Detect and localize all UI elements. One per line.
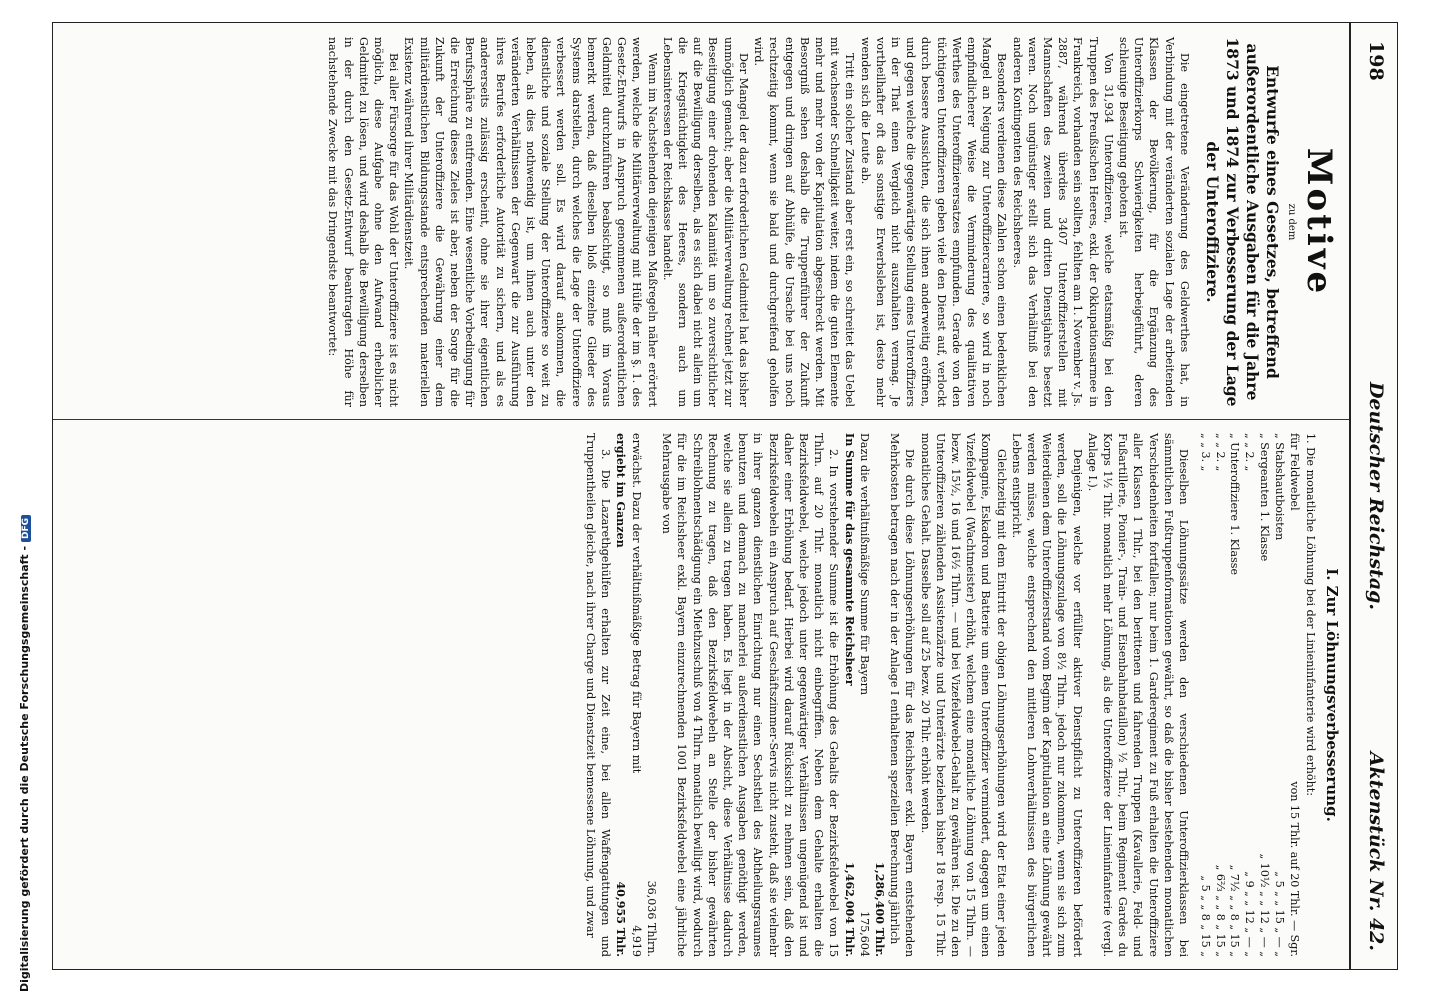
salary-change: „ 5 „ „ 15 „ — „ <box>1272 871 1286 957</box>
paragraph: Der Mangel der dazu erforderlichen Geldmittel hat das bisher unmöglich gemacht; aber die Militärverwaltung rechnet jetzt zur Beseitigung einer drohenden Kalamität um so zuversichtlicher auf die Bewilligung derselben, als es sich dabei nicht allein um die Kriegstüchtigkeit des Heeres, sondern auch um Lebensinteressen der Reichskasse handelt. <box>660 37 750 407</box>
total-value: 1,286,400 Thlr. <box>872 862 886 957</box>
salary-table <box>1197 433 1301 957</box>
paragraph: Bei aller Fürsorge für das Wohl der Unteroffiziere ist es nicht möglich, diese Aufgabe ohne den Aufwand erheblicher Geldmittel zu lösen, und wird deshalb die Bewilligung derselben in der durch den Gesetz-Entwurf beantragten Höhe für nachstehende Zwecke mit das Dringendste beantwortet: <box>326 37 401 407</box>
paragraph: Denjenigen, welche vor erfüllter aktiver Dienstpflicht zu Unteroffizieren befördert werden, soll die Löhnungszulage von 8½ Thlrn. jedoch nur zukommen, wenn sie sich zum Weiterdienen dem Unteroffizierstand vom Beginn der Kapitulation an eine Löhnung gewährt werden müsse, welche entsprechend den mittleren Lohnverhältnissen des bürgerlichen Lebens entspricht. <box>1009 433 1084 957</box>
paragraph: Die durch diese Löhnungserhöhungen für das Reichsheer exkl. Bayern entstehenden Mehrkosten betragen nach der in der Anlage I enthaltenen speziellen Berechnung jährlich <box>888 433 917 957</box>
paragraph: Wenn im Nachstehenden diejenigen Maßregeln näher erörtert werden, welche die Militärverwaltung mit Hülfe der im §. 1. des Gesetz-Entwurfs in Anspruch genommenen außerordentlichen Geldmittel durchzuführen beabsichtigt, so muß im Voraus bemerkt werden, daß dieselben bloß einzelne Glieder des Systems darstellen, durch welches die Lage der Unteroffiziere verbessert werden soll. Es wird darauf ankommen, die dienstliche und soziale Stellung der Unteroffiziere so weit zu heben, als dies nothwendig ist, um ihnen auch unter den veränderten Verhältnissen der Gegenwart die zur Ausführung ihres Berufes erforderliche Autorität zu sichern, und als es andererseits zulässig erscheint, ohne sie ihrer eigentlichen Berufssphäre zu entfremden. Eine wesentliche Vorbedingung für die Erreichung dieses Zieles ist aber, neben der Sorge für die Zukunft der Unteroffiziere die Gewährung einer dem militärdienstlichen Bildungsstande entsprechenden materiellen Existenz während ihrer Militärdienstzeit. <box>402 37 659 407</box>
bayern-label: erwächst. Dazu der verhältnißmäßige Betrag für Bayern mit <box>629 433 643 774</box>
salary-rank: für Feldwebel <box>1287 433 1301 511</box>
paragraph: Gleichzeitig mit dem Eintritt der obigen Löhnungserhöhungen wird der Etat einer jeden Kompagnie, Eskadron und Batterie um einen Unteroffizier vermindert, dagegen um einen Vizefeldwebel (Wachtmeister) erhöht, welchem eine monatliche Löhnung von 15 Thlrn. — bezw. 15½, 16 und 16½ Thlrn. — und bei Vizefeldwebel-Gehalt zu gewähren ist. Die zu den Unteroffizieren zählenden Assistenzärzte und Unterärzte beziehen bisher 18 resp. 15 Thlr. monatliches Gehalt. Dasselbe soll auf 25 bezw. 20 Thlr. erhöht werden. <box>918 433 1008 957</box>
sum-value: 1,462,004 Thlr. <box>842 862 856 957</box>
bayern-value: 4,919 <box>629 925 643 957</box>
header-rule <box>1349 23 1351 969</box>
document-title: Motive <box>1299 147 1339 297</box>
funding-note-text: Digitalisierung gefördert durch die Deutsche Forschungsgemeinschaft - <box>18 545 31 992</box>
salary-rank: „ „ 2. „ <box>1243 433 1257 472</box>
paragraph: Dieselben Löhnungssätze werden den verschiedenen Unteroffizierklassen bei sämmtlichen Fußtruppenformationen gewährt, so daß die bisher bestehenden monatlichen Verschiedenheiten fortfallen; nur beim 1. Garderegiment zu Fuß erhalten die Unteroffiziere aller Klassen 1 Thlr., bei den berittenen und fahrenden Truppen (Kavallerie, Feld- und Fußartillerie, Pionier-, Train- und Eisenbahnbataillon) ½ Thlr., beim Regiment Gardes du Korps 1½ Thlr. monatlich mehr Löhnung, als die Unteroffiziere der Linieninfanterie (vergl. Anlage I.). <box>1085 433 1191 957</box>
salary-row <box>1212 433 1227 957</box>
document-reference: Aktenstück Nr. 42. <box>1365 751 1387 951</box>
bavaria-line <box>857 433 872 957</box>
bavaria-value: 175,604 <box>857 911 871 957</box>
section-title: I. Zur Löhnungsverbesserung. <box>1323 568 1341 822</box>
ganzen-line <box>613 433 628 957</box>
salary-change: „ 10½ „ „ 12 „ — „ <box>1258 853 1271 957</box>
salary-row <box>1256 433 1271 957</box>
left-column <box>61 37 1341 407</box>
document-subtitle: Entwurfe eines Gesetzes, betreffend außerordentliche Ausgaben für die Jahre 1873 und 1874 zur Verbesserung der Lage der Unteroffiziere. <box>1202 37 1282 407</box>
document-page <box>52 22 1398 970</box>
salary-rank: „ Unteroffiziere 1. Klasse <box>1228 433 1242 576</box>
paragraph: Von 31,934 Unteroffizieren, welche etatsmäßig bei den Truppen des Preußischen Heeres, exkl. der Okkupationsarmee in Frankreich, vorhanden sein sollten, fehlten am 1. November v. Js. 2887, während überdies 3407 Unteroffizierstellen mit Mannschaften des zweiten und dritten Dienstjahres besetzt waren. Noch ungünstiger stellt sich das Verhältniß bei den anderen Kontingenten des Reichsheeres. <box>1010 37 1115 407</box>
salary-rank: „ „ 2. „ <box>1213 433 1227 472</box>
sum-line <box>841 433 856 957</box>
paragraph: Tritt ein solcher Zustand aber erst ein, so schreitet das Uebel mit wachsender Schnelligkeit weiter, indem die guten Elemente mehr und mehr von der Kapitulation abgeschreckt werden. Mit Besorgniß sehen deshalb die Truppenführer der Zukunft entgegen und dringen auf Abhülfe, die Ursache bei uns noch rechtzeitig kommt, wenn sie bald und durchgreifend geholfen wird. <box>752 37 857 407</box>
bayern-line <box>629 433 644 957</box>
paragraph: Besonders verdienen diese Zahlen schon einen bedenklichen Mangel an Neigung zur Unteroffiziercarriere, so wird in noch empfindlicherer Weise die Verminderung des qualitativen Werthes des Unteroffizierersatzes empfunden. Gerade von den tüchtigeren Unteroffizieren geben viele den Dienst auf, verlockt durch bessere Aussichten, die sich ihnen anderweitig eröffnen, und gegen welche die gegenwärtige Stellung eines Unteroffiziers in der That einen Vergleich nicht auszuhalten vermag. Je vortheilhafter oft das sonstige Erwerbsleben ist, desto mehr wenden sich die Leute ab. <box>858 37 1009 407</box>
column-divider <box>53 419 1349 420</box>
paragraph: 3. Die Lazarethgehülfen erhalten zur Zeit eine, bei allen Waffengattungen und Truppentheilen gleiche, nach ihrer Charge und Dienstzeit bemessene Löhnung, und zwar <box>584 433 613 957</box>
right-column <box>61 433 1341 957</box>
salary-rank: „ Sergeanten 1. Klasse <box>1258 433 1271 562</box>
paragraph: Die eingetretene Veränderung des Geldwerthes hat, in Verbindung mit der veränderten sozialen Lage der arbeitenden Klassen der Bevölkerung, für die Ergänzung des Unteroffizierkorps Schwierigkeiten herbeigeführt, deren schleunige Beseitigung geboten ist. <box>1116 37 1191 407</box>
ganzen-label: ergiebt im Ganzen <box>614 433 628 548</box>
salary-row <box>1271 433 1286 957</box>
salary-change: von 15 Thlr. auf 20 Thlr. — Sgr. <box>1287 781 1301 957</box>
bavaria-label: Dazu die verhältnißmäßige Summe für Bayern <box>857 433 871 696</box>
page-header <box>1361 41 1391 951</box>
salary-rank: „ „ 3. „ <box>1198 433 1212 472</box>
salary-change: „ 7½ „ „ 8 „ 15 „ <box>1228 864 1242 957</box>
salary-row <box>1241 433 1256 957</box>
section-intro: 1. Die monatliche Löhnung bei der Linieninfanterie wird erhöht: <box>1303 433 1317 796</box>
paragraph: 2. In vorstehender Summe ist die Erhöhung des Gehalts der Bezirksfeldwebel von 15 Thlrn. auf 20 Thlr. monatlich nicht einbegriffen. Neben dem Gehalte erhalten die Bezirksfeldwebel, welche jedoch unter gegenwärtiger Verhältnissen ungenügend ist und daher einer Erhöhung bedarf. Hierbei wird darauf Rücksicht zu nehmen sein, daß den Bezirksfeldwebeln ein Anspruch auf Geschäftszimmer-Servis nicht zusteht, daß sie vielmehr in ihrer ganzen dienstlichen Einrichtung nur einen Sechstheil des Abtheilungsraumes benutzen und demnach zu mancherlei außerdienstlichen Ausgaben genöthigt werden, welche sie allein zu tragen haben. Es liegt in der Absicht, diese Verhältnisse dadurch Rechnung zu tragen, daß den Bezirksfeldwebeln an Stelle der bisher gewährten Schreiblohnentschädigung ein Miethzuschuß von 4 Thlrn. monatlich bewilligt wird, wodurch für die im Reichsheer exkl. Bayern einzurechnenden 1001 Bezirksfeldwebel eine jährliche Mehrausgabe von <box>660 433 841 957</box>
mehrausgabe-line <box>644 433 659 957</box>
title-zu: zu dem <box>1286 203 1297 241</box>
salary-change: „ 6⅔ „ „ 8 „ 15 „ <box>1213 864 1227 957</box>
dfg-logo: DFG <box>21 515 31 542</box>
sum-label: In Summe für das gesammte Reichsheer <box>842 433 856 686</box>
salary-row <box>1227 433 1242 957</box>
publication-title: Deutscher Reichstag. <box>1365 381 1387 611</box>
mehrausgabe-value: 36,036 Thlrn. <box>644 880 658 957</box>
salary-row <box>1197 433 1212 957</box>
salary-rank: „ Stabshautboisten <box>1272 433 1286 541</box>
salary-change: „ 9 „ „ 12 „ — „ <box>1243 871 1257 957</box>
salary-change: „ 5 „ „ 8 „ 15 „ <box>1198 875 1212 957</box>
ganzen-value: 40,955 Thlr. <box>614 881 628 957</box>
page-number: 198 <box>1365 41 1387 81</box>
salary-row <box>1286 433 1301 957</box>
total-line <box>872 433 887 957</box>
